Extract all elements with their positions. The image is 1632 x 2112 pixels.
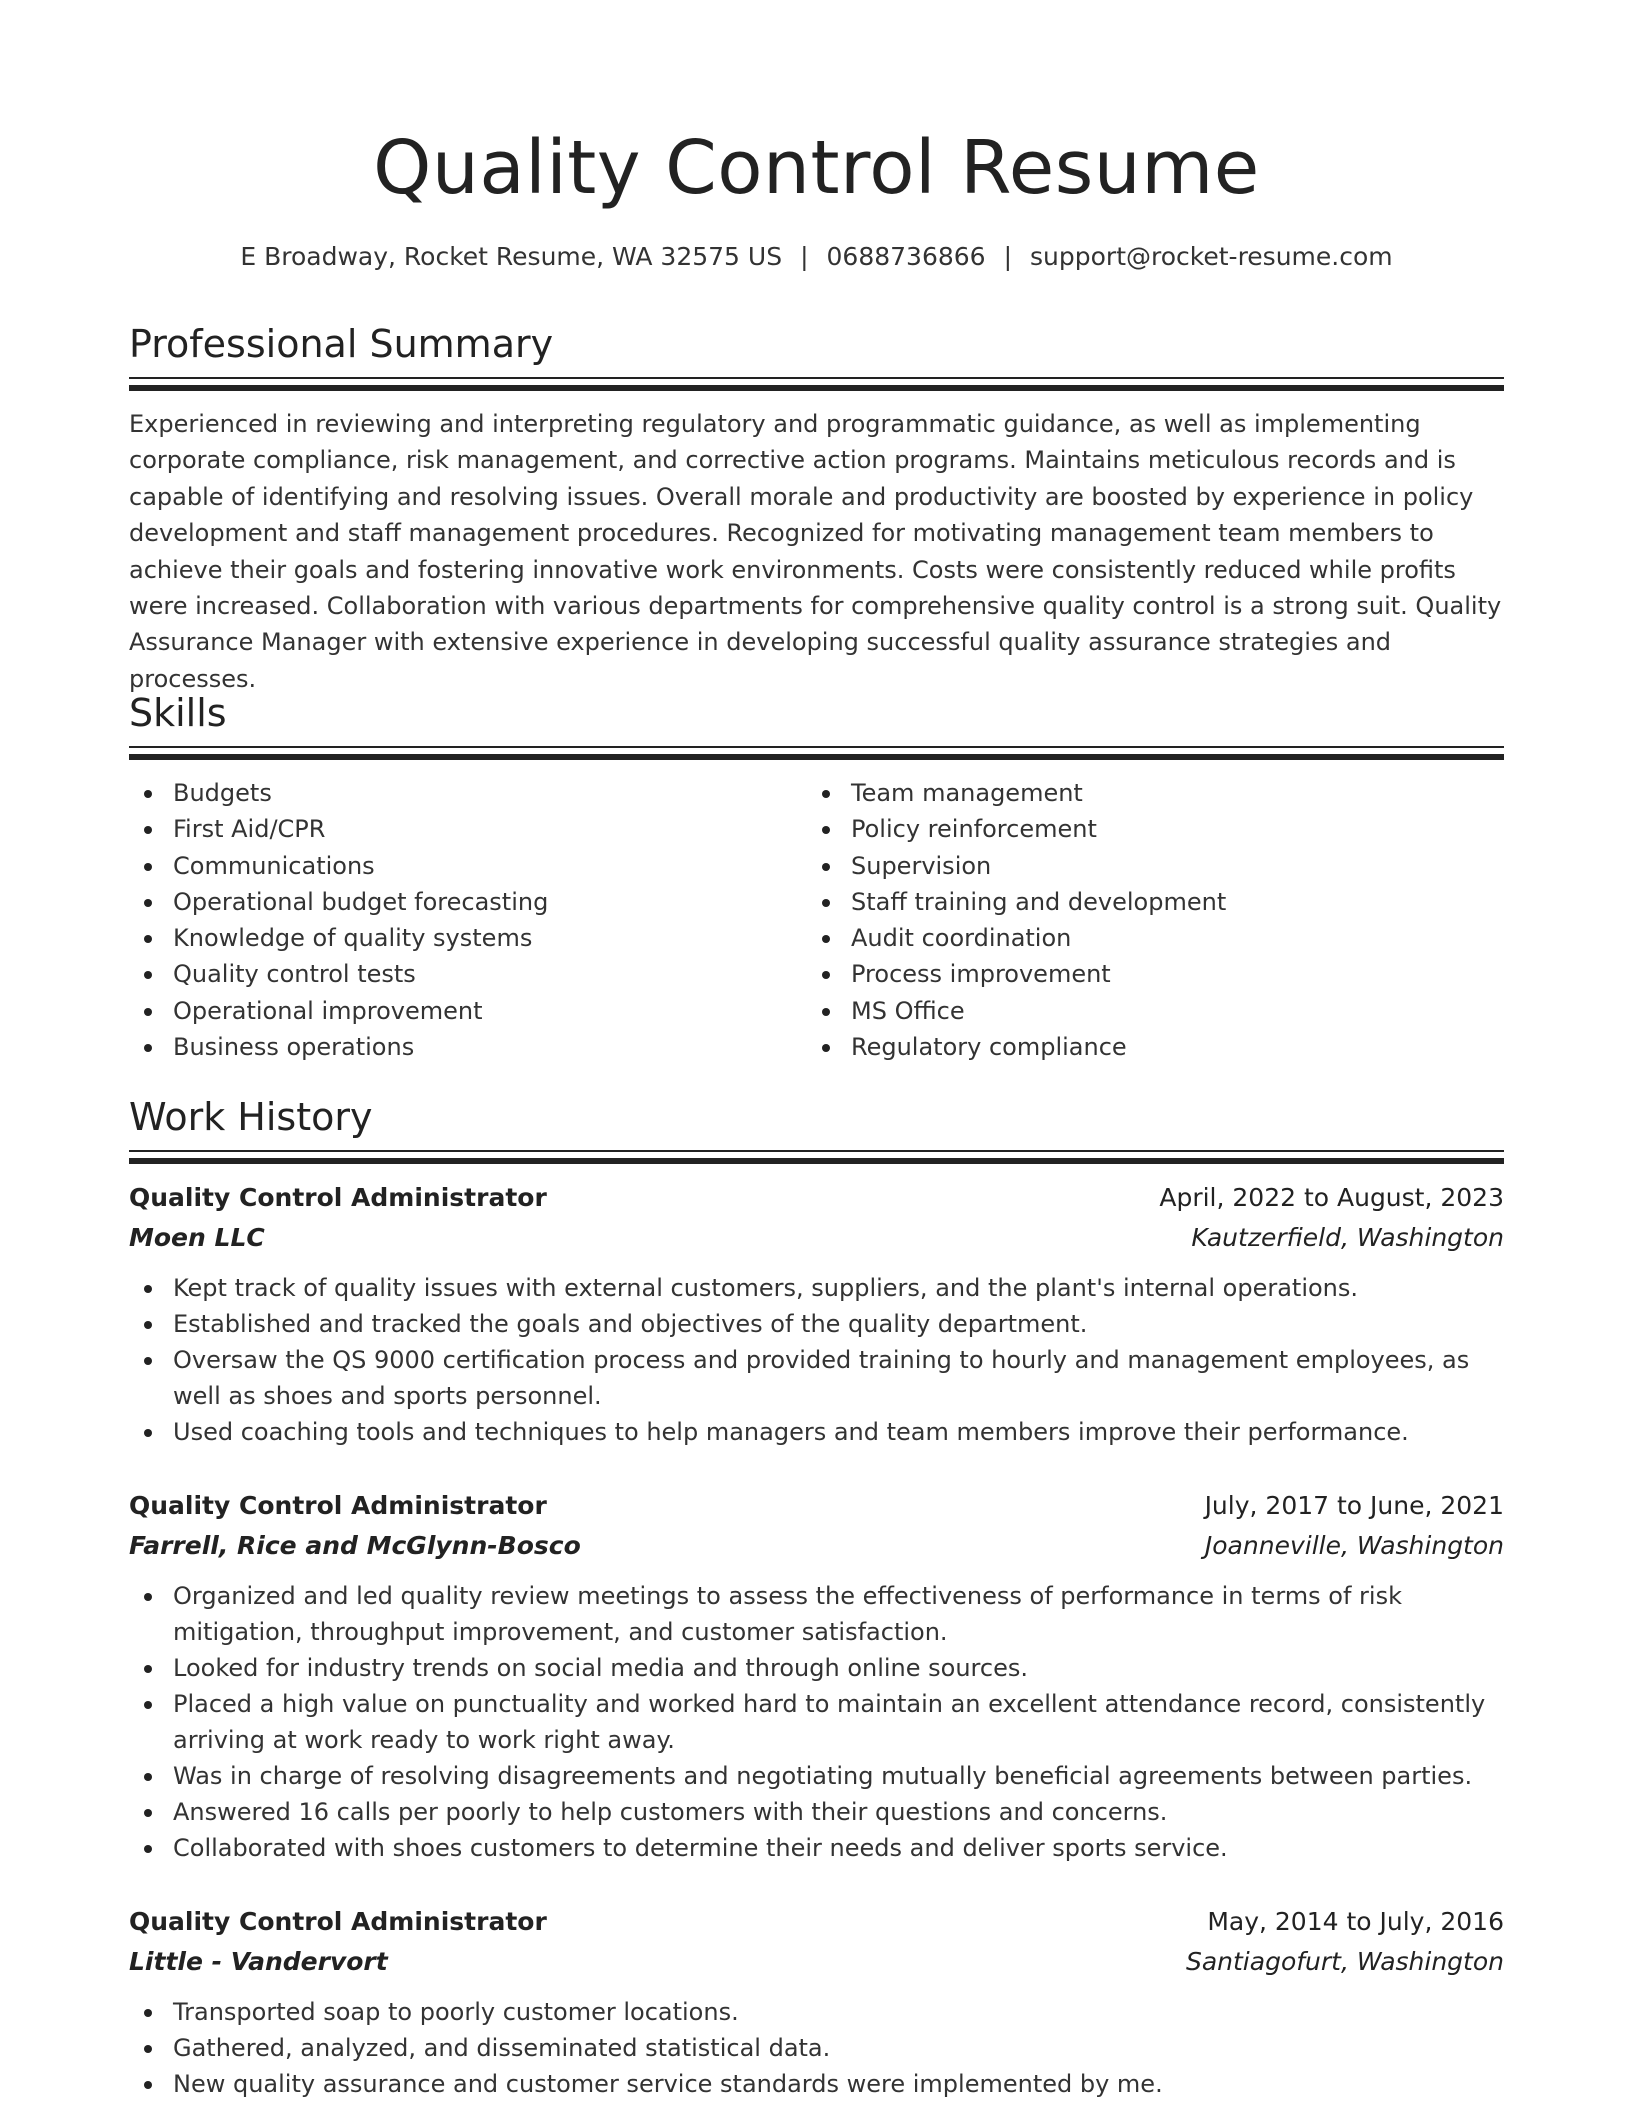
skill-item: Knowledge of quality systems [129,920,769,956]
skill-item: Business operations [129,1029,769,1065]
job-title: Quality Control Administrator [129,1907,547,1936]
section-divider [129,377,1504,391]
summary-text: Experienced in reviewing and interpreting regulatory and programmatic guidance, as well as implementing corporate compliance, risk management, and corrective action programs. Maintains meticulous records and is capable of identifying and resolving issues. Overall morale and productivity are boosted by experience in policy development and staff management procedures. Recognized for motivating management team members to achieve their goals and fostering innovative work environments. Costs were consistently reduced while profits were increased. Collaboration with various departments for comprehensive quality control is a strong suit. Quality Assurance Manager with extensive experience in developing successful quality assurance strategies and processes. [129,410,1502,693]
skill-item: Policy reinforcement [807,811,1504,847]
job-bullet: Transported soap to poorly customer locations. [129,1994,1504,2030]
job-location: Santiagofurt, Washington [1185,1947,1504,1976]
job-bullet: Kept track of quality issues with external customers, suppliers, and the plant's internal operations. [129,1270,1504,1306]
job-entry [129,1902,1504,2102]
contact-phone: 0688736866 [826,242,986,271]
skills-list-left [129,775,769,1065]
contact-separator: | [1003,242,1013,271]
section-title-skills: Skills [129,691,227,735]
job-bullet: Gathered, analyzed, and disseminated statistical data. [129,2030,1504,2066]
skill-item: First Aid/CPR [129,811,769,847]
job-location: Joanneville, Washington [1204,1531,1504,1560]
job-entry [129,1486,1504,1866]
skill-item: Quality control tests [129,956,769,992]
job-bullets [129,1994,1504,2102]
job-bullet: Answered 16 calls per poorly to help customers with their questions and concerns. [129,1794,1504,1830]
skill-item: MS Office [807,993,1504,1029]
skill-item: Budgets [129,775,769,811]
skill-item: Operational budget forecasting [129,884,769,920]
job-bullets [129,1578,1504,1866]
section-title-summary: Professional Summary [129,322,554,366]
skill-item: Supervision [807,848,1504,884]
contact-email: support@rocket-resume.com [1030,242,1393,271]
job-company: Farrell, Rice and McGlynn-Bosco [129,1531,581,1560]
resume-title: Quality Control Resume [373,125,1260,211]
job-bullet: Organized and led quality review meetings to assess the effectiveness of performance in terms of risk mitigation, throughput improvement, and customer satisfaction. [129,1578,1504,1650]
job-entry [129,1178,1504,1450]
job-bullet: Placed a high value on punctuality and worked hard to maintain an excellent attendance record, consistently arriving at work ready to work right away. [129,1686,1504,1758]
job-bullet: Established and tracked the goals and objectives of the quality department. [129,1306,1504,1342]
job-dates: April, 2022 to August, 2023 [1159,1183,1504,1212]
section-title-work: Work History [129,1095,373,1139]
job-bullet: Collaborated with shoes customers to determine their needs and deliver sports service. [129,1830,1504,1866]
job-company: Little - Vandervort [129,1947,388,1976]
job-location: Kautzerfield, Washington [1191,1223,1504,1252]
contact-address: E Broadway, Rocket Resume, WA 32575 US [240,242,783,271]
job-bullet: Oversaw the QS 9000 certification process and provided training to hourly and management employees, as well as shoes and sports personnel. [129,1342,1504,1414]
contact-line [129,237,1504,277]
skill-item: Staff training and development [807,884,1504,920]
job-title: Quality Control Administrator [129,1183,547,1212]
job-bullet: Was in charge of resolving disagreements and negotiating mutually beneficial agreements between parties. [129,1758,1504,1794]
contact-separator: | [800,242,809,271]
job-dates: May, 2014 to July, 2016 [1207,1907,1504,1936]
job-bullet: Used coaching tools and techniques to help managers and team members improve their performance. [129,1414,1504,1450]
skill-item: Team management [807,775,1504,811]
skill-item: Operational improvement [129,993,769,1029]
job-bullet: Looked for industry trends on social media and through online sources. [129,1650,1504,1686]
job-bullets [129,1270,1504,1450]
section-divider [129,746,1504,760]
skill-item: Process improvement [807,956,1504,992]
skills-list-right [807,775,1504,1065]
skill-item: Audit coordination [807,920,1504,956]
skill-item: Communications [129,848,769,884]
job-title: Quality Control Administrator [129,1491,547,1520]
job-bullet: New quality assurance and customer service standards were implemented by me. [129,2066,1504,2102]
job-dates: July, 2017 to June, 2021 [1204,1491,1504,1520]
section-divider [129,1150,1504,1164]
job-company: Moen LLC [129,1223,265,1252]
skill-item: Regulatory compliance [807,1029,1504,1065]
